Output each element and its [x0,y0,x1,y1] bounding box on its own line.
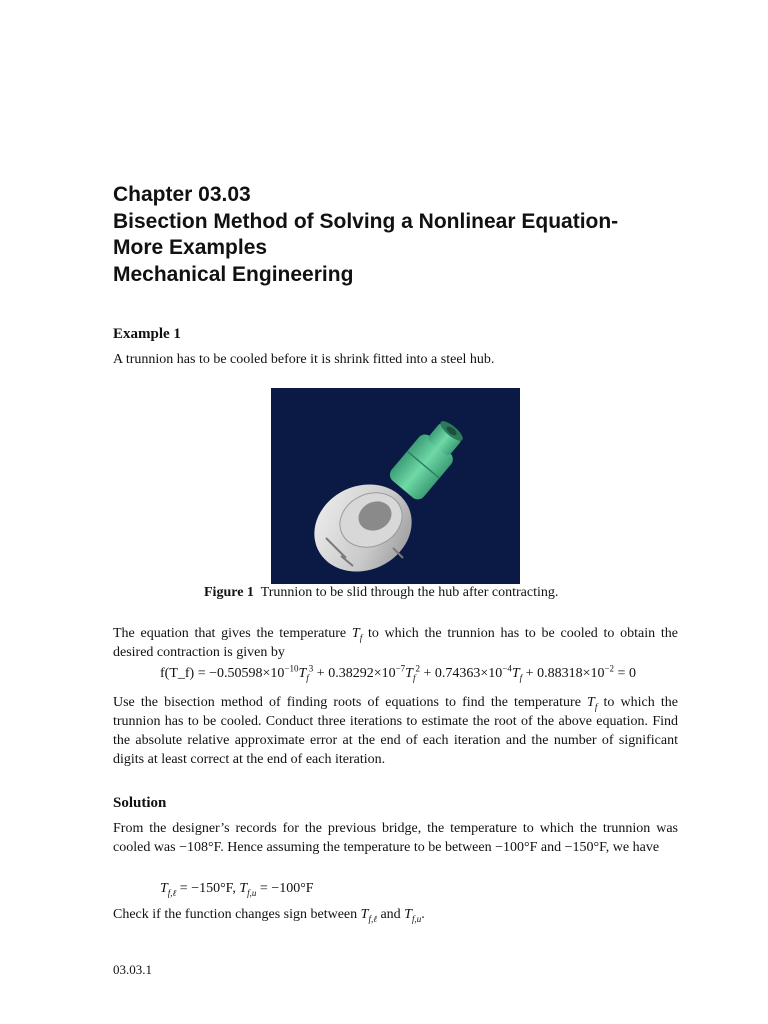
solution-temp-2: −100°F [495,840,538,855]
equation-lhs: f(T_f) [160,666,195,681]
title-line-2: More Examples [113,236,268,259]
check-line: Check if the function changes sign between $T_{f,\ell}$ and $T_{f,u}$. [113,907,425,924]
equation-rhs: = 0 [617,666,636,681]
solution-paragraph [113,819,678,857]
figure-caption [204,585,558,601]
para1-part-a: The equation that gives the temperature [113,626,347,641]
variable-tf: T [351,626,360,641]
solution-heading: Solution [113,795,167,811]
check-text: Check if the function changes sign between [113,907,358,922]
chapter-number: Chapter 03.03 [113,183,251,206]
para2-part-a: Use the bisection method of finding roots of equations to find the temperature [113,695,581,710]
paragraph-equation-intro: The equation that gives the temperature $T_f$ to which the trunnion has to be cooled to obtain the desired contraction is given by [113,626,678,660]
term1-exp: −10 [284,663,299,674]
example-heading: Example 1 [113,326,181,342]
title-line-3: Mechanical Engineering [113,262,354,286]
trunnion-shape [387,414,471,503]
bounds-line: $T_{f,\ell} = -150^\circ F$, $T_{f,u} = -100^\circ F$ [160,881,314,898]
page-number: 03.03.1 [113,962,152,977]
paragraph-task: Use the bisection method of finding roots of equations to find the temperature $T_f$ to which the trunnion has to be cooled. Conduct three iterations to estimate the root of the above equation. Find the absolute relative approximate error at the end of each iteration and the number of significant digits at least correct at the end of each iteration. [113,695,678,767]
term4-coef: + 0.88318×10 [525,666,605,681]
solution-text-3: and [540,840,562,855]
figure-label: Figure 1 [204,585,254,600]
term3-coef: + 0.74363×10 [423,666,503,681]
solution-temp-3: −150°F [564,840,606,855]
lower-bound: = −150°F [179,881,233,896]
trunnion-figure [271,388,520,584]
trunnion-hub-illustration [271,388,520,584]
example-intro: A trunnion has to be cooled before it is shrink fitted into a steel hub. [113,352,495,367]
upper-bound: = −100°F [259,881,314,896]
para1-part-b: to which the trunnion has to be cooled to obtain the desired contraction is given by [113,626,678,660]
term4-exp: −2 [604,663,615,674]
chapter-title-block [113,182,713,288]
solution-temp-1: −108°F [179,840,221,855]
term2-exp: −7 [395,663,406,674]
term3-exp: −4 [502,663,512,674]
term2-coef: + 0.38292×10 [316,666,396,681]
term1-coef: −0.50598×10 [209,666,285,681]
check-and: and [380,907,401,922]
title-line-1: Bisection Method of Solving a Nonlinear Equation- [113,209,619,233]
solution-text-2: . Hence assuming the temperature to be between [220,840,492,855]
solution-text-4: , we have [605,840,660,855]
variable-tf-2: T [587,695,595,710]
para2-part-b: to which the trunnion has to be cooled. Conduct three iterations to estimate the root of the above equation. Find the absolute relative approximate error at the end of each iteration and the number of significant digits at least correct at the end of each iteration. [113,695,678,767]
equation: f(T_f) = $-0.50598\times 10^{-10}T_f^3 + 0.38292\times 10^{-7}T_f^2 + 0.74363\times 10^{-4}T_f + 0.88318\times 10^{-2} = 0$ [160,663,636,683]
figure-caption-text: Trunnion to be slid through the hub after contracting. [260,585,559,600]
solution-text-1: From the designer’s records for the previous bridge, the temperature to which the trunnion was cooled was [113,821,678,855]
